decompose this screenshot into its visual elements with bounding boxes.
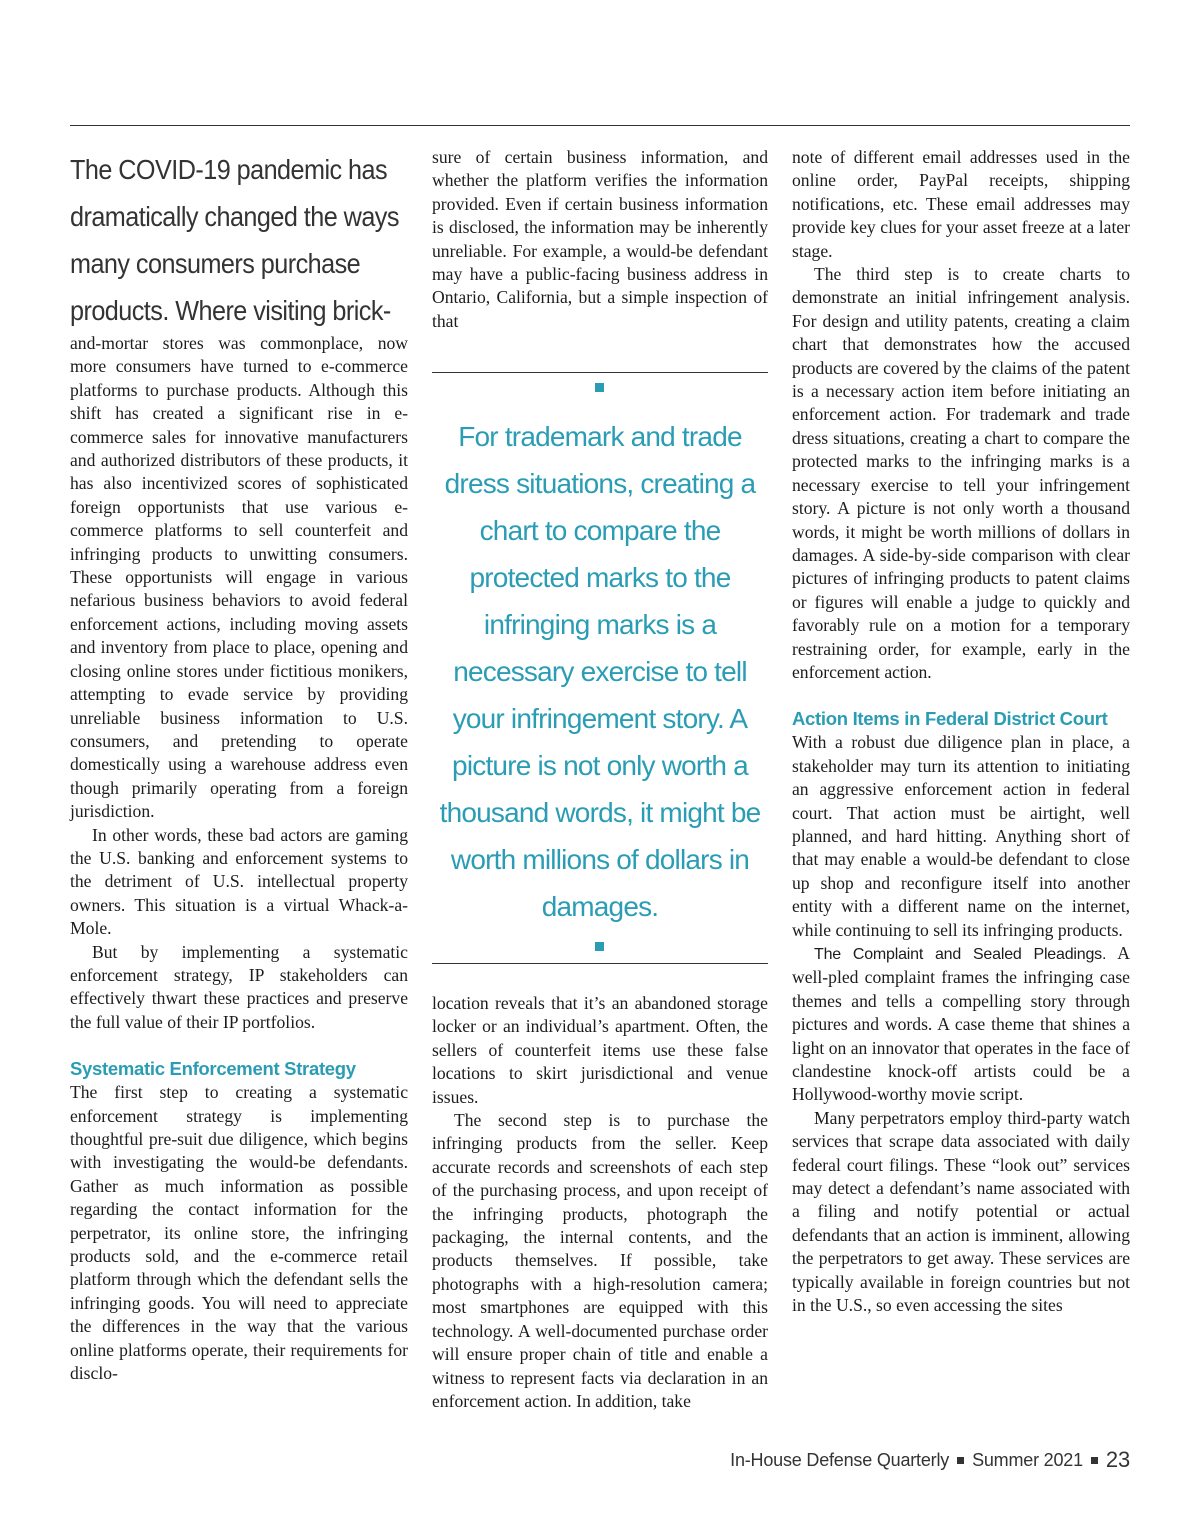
paragraph: In other words, these bad actors are gaming the U.S. banking and enforcement systems to the detriment of U.S. intellectual property owners. This situation is a virtual Whack-a-Mole. xyxy=(70,824,408,939)
paragraph: The third step is to create charts to demonstrate an initial infringement analysis. For design and utility patents, creating a claim chart that demonstrates how the accused products are covered by the claims of the patent is a necessary action item before initiating an enforcement action. For trademark and trade dress situations, creating a chart to compare the protected marks to the infringing marks is a necessary exercise to tell your infringement story. A picture is not only worth a thousand words, it might be worth millions of dollars in damages. A side-by-side comparison with clear pictures of infringing products to patent claims or figures will enable a judge to quickly and favorably rule on a motion for a temporary restraining order, for example, early in the enforcement action. xyxy=(792,264,1130,682)
square-separator-icon xyxy=(957,1457,964,1464)
publication-name: In-House Defense Quarterly xyxy=(730,1449,950,1470)
section-heading: Action Items in Federal District Court xyxy=(792,708,1108,730)
column-2 xyxy=(432,146,768,333)
paragraph: and-mortar stores was commonplace, now more consumers have turned to e-commerce platforms to purchase products. Although this shift has created a significant rise in e-commerce sales for innovative manufacturers and authorized distributors of these products, it has also incentivized scores of sophisticated foreign opportunists that use various e-commerce platforms to sell counterfeit and infringing products to unwitting consumers. These opportunists will engage in various nefarious business behaviors to avoid federal enforcement actions, including moving assets and inventory from place to place, opening and closing online stores under fictitious monikers, attempting to evade service by providing unreliable business information to U.S. consumers, and pretending to operate domestically using a warehouse address even though primarily operating from a foreign jurisdiction. xyxy=(70,333,408,822)
page-number: 23 xyxy=(1105,1447,1130,1472)
paragraph: Many perpetrators employ third-party watch services that scrape data associated with daily federal court filings. These “look out” services may detect a defendant’s name associated with a filing and notify potential or actual defendants that an action is imminent, allowing the perpetrators to get away. These services are typically available in foreign countries but not in the U.S., so even accessing the sites xyxy=(792,1107,1130,1316)
square-bullet-icon xyxy=(595,383,604,392)
run-in-heading: The Complaint and Sealed Pleadings. xyxy=(814,946,1107,963)
paragraph: With a robust due diligence plan in place, a stakeholder may turn its attention to initiating an aggressive enforcement action in federal court. That action must be airtight, well planned, and hard hitting. Anything short of that may enable a would-be defendant to close up shop and reconfigure itself into another entity with a different name on the internet, while continuing to sell its infringing products. xyxy=(792,732,1130,940)
issue-date: Summer 2021 xyxy=(972,1449,1083,1470)
paragraph xyxy=(792,942,1130,1107)
column-2-lower xyxy=(432,992,768,1413)
paragraph: But by implementing a systematic enforcement strategy, IP stakeholders can effectively thwart these practices and preserve the full value of their IP portfolios. xyxy=(70,941,408,1032)
paragraph: sure of certain business information, and whether the platform verifies the information provided. Even if certain business information is disclosed, the information may be inherently unreliable. For example, a would-be defendant may have a public-facing business address in Ontario, California, but a simple inspection of that xyxy=(432,147,768,331)
paragraph: The second step is to purchase the infringing products from the seller. Keep accurate records and screenshots of each step of the purchasing process, and upon receipt of the infringing products, photograph the packaging, the internal contents, and the products themselves. If possible, take photographs with a high-resolution camera; most smartphones are equipped with this technology. A well-documented purchase order will ensure proper chain of title and enable a witness to represent facts via declaration in an enforcement action. In addition, take xyxy=(432,1110,768,1411)
spacer xyxy=(792,684,1130,707)
paragraph: note of different email addresses used in the online order, PayPal receipts, shipping notifications, etc. These email addresses may provide key clues for your asset freeze at a later stage. xyxy=(792,147,1130,261)
spacer xyxy=(70,1034,408,1057)
pull-quote xyxy=(432,372,768,964)
paragraph-text: A well-pled complaint frames the infringing case themes and tells a compelling story through pictures and words. A case theme that shines a light on an innovator that operates in the face of clandestine knock-off artists could be a Hollywood-worthy movie script. xyxy=(792,943,1130,1105)
square-bullet-icon xyxy=(595,942,604,951)
page-footer xyxy=(730,1447,1130,1473)
paragraph: The first step to creating a systematic enforcement strategy is implementing thoughtful pre-suit due diligence, which begins with investigating the would-be defendants. Gather as much information as possible regarding the contact information for the perpetrator, its online store, the infringing products sold, and the e-commerce retail platform through which the defendant sells the infringing goods. You will need to appreciate the differences in the way that the various online platforms operate, their requirements for disclo- xyxy=(70,1082,408,1384)
paragraph: location reveals that it’s an abandoned storage locker or an individual’s apartment. Often, the sellers of counterfeit items use these false locations to skirt jurisdictional and venue issues. xyxy=(432,993,768,1107)
column-3 xyxy=(792,146,1130,1318)
square-separator-icon xyxy=(1091,1457,1098,1464)
pull-quote-text: For trademark and trade dress situations, creating a chart to compare the protected marks to the infringing marks is a necessary exercise to tell your infringement story. A picture is not only worth a thousand words, it might be worth millions of dollars in damages. xyxy=(439,421,761,922)
section-heading: Systematic Enforcement Strategy xyxy=(70,1058,356,1080)
lede: The COVID-19 pandemic has dramatically changed the ways many consumers purchase products. Where visiting brick- xyxy=(70,154,399,326)
column-1 xyxy=(70,146,408,1385)
top-rule xyxy=(70,125,1130,126)
